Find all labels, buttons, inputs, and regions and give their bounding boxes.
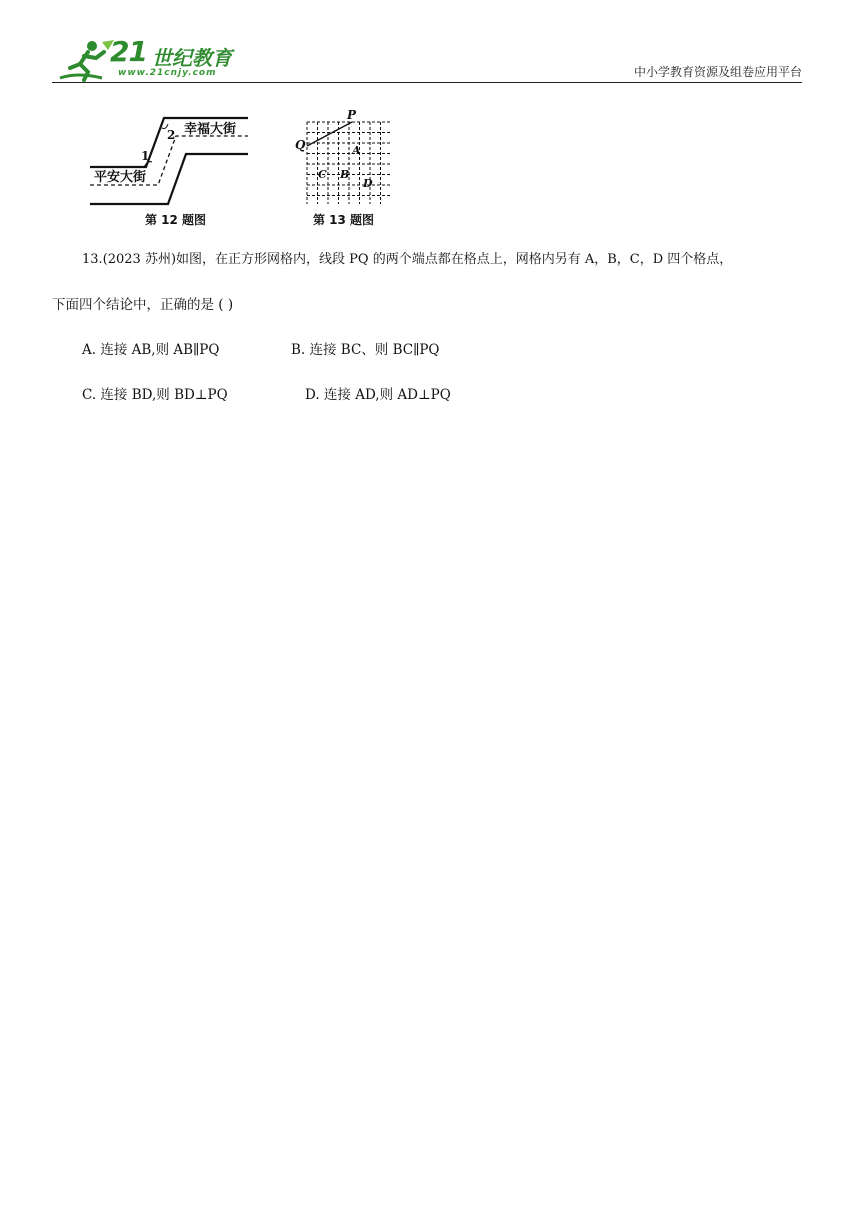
- road-diagram: [88, 112, 252, 214]
- question-line-1: 13.(2023 苏州)如图，在正方形网格内，线段 PQ 的两个端点都在格点上，网格内另有 A，B，C，D 四个格点，: [82, 252, 733, 267]
- figure-12-caption: 第 12 题图: [145, 213, 207, 227]
- logo-number: 21: [110, 35, 147, 68]
- angle-1-label: 1: [141, 149, 150, 163]
- road-upper-label: 幸福大街: [184, 122, 237, 137]
- point-q-label: Q: [295, 138, 306, 152]
- figure-13: [290, 108, 390, 204]
- logo-url: www.21cnjy.com: [118, 68, 217, 78]
- point-p-label: P: [347, 108, 357, 122]
- point-a-label: A: [352, 144, 361, 157]
- segment-pq: [307, 122, 352, 146]
- point-b-label: B: [340, 168, 350, 181]
- square-grid: [290, 108, 390, 204]
- runner-icon: [58, 38, 118, 82]
- header-platform-text: 中小学教育资源及组卷应用平台: [633, 65, 802, 79]
- logo-text: 世纪教育: [152, 46, 232, 70]
- question-line-2: 下面四个结论中，正确的是 ( ): [52, 297, 234, 313]
- road-lower-label: 平安大街: [94, 170, 147, 185]
- page-header: [52, 36, 802, 83]
- figure-12: [88, 112, 252, 214]
- option-a: A. 连接 AB,则 AB∥PQ: [82, 342, 220, 358]
- option-c: C. 连接 BD,则 BD⊥PQ: [82, 387, 228, 403]
- angle-2-label: 2: [167, 128, 176, 142]
- point-d-label: D: [363, 177, 373, 190]
- option-d: D. 连接 AD,则 AD⊥PQ: [305, 387, 451, 403]
- logo: [58, 35, 258, 82]
- point-c-label: C: [318, 168, 327, 181]
- figure-13-caption: 第 13 题图: [313, 213, 375, 227]
- option-b: B. 连接 BC、则 BC∥PQ: [291, 342, 440, 358]
